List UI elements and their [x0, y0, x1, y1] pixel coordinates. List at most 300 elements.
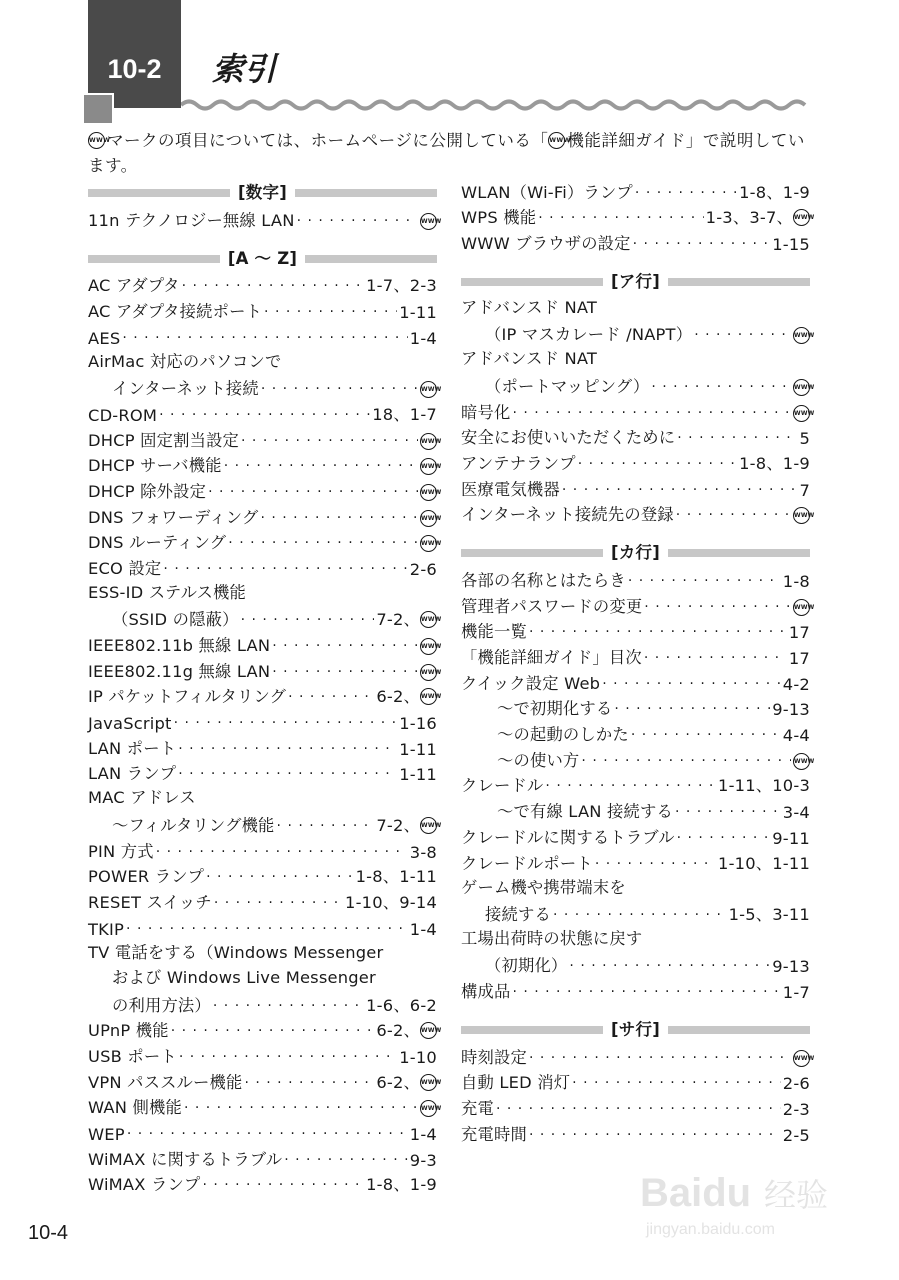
www-icon: WWW [548, 132, 565, 149]
page-numbers: 1-5、3-11 [728, 904, 810, 924]
index-term: 11n テクノロジー無線 LAN [88, 210, 295, 230]
index-term: RESET スイッチ [88, 892, 212, 912]
page-numbers: 1-11 [399, 303, 437, 323]
index-term: TKIP [88, 919, 125, 939]
dot-leader [178, 764, 397, 784]
index-column-left [88, 177, 442, 1195]
index-page-ref [783, 803, 810, 822]
www-icon: WWW [793, 379, 810, 396]
index-page-ref [399, 303, 437, 322]
index-page-ref [793, 506, 815, 525]
index-page-ref [793, 378, 815, 397]
index-entry [88, 810, 442, 836]
index-term: TV 電話をする（Windows Messenger [88, 942, 384, 962]
index-entry [461, 228, 810, 254]
index-term: 〜の使い方 [497, 750, 580, 770]
section-spacer [461, 525, 810, 537]
www-icon: WWW [420, 688, 437, 705]
dot-leader [569, 956, 770, 976]
index-page-ref [410, 1151, 437, 1170]
index-entry [461, 925, 810, 951]
dot-leader [206, 867, 353, 887]
dot-leader [635, 183, 737, 203]
index-term: WLAN（Wi-Fi）ランプ [461, 182, 633, 202]
index-page-ref [793, 752, 815, 771]
page-numbers: 1-4 [409, 1125, 437, 1145]
index-term: AES [88, 328, 121, 348]
dot-leader [261, 379, 418, 399]
index-entry [461, 1042, 815, 1068]
dot-leader [182, 276, 364, 296]
dot-leader [644, 597, 791, 617]
dot-leader [529, 1048, 791, 1068]
index-term: JavaScript [88, 714, 172, 734]
index-page-ref [420, 663, 442, 682]
index-term: WiMAX に関するトラブル [88, 1149, 283, 1169]
dot-leader [184, 1098, 418, 1118]
index-entry [461, 668, 810, 694]
index-page-ref [372, 401, 437, 425]
index-page-ref [366, 992, 437, 1016]
index-page-ref [789, 623, 810, 642]
page-numbers: 5 [799, 429, 810, 449]
dot-leader [244, 1073, 374, 1093]
page-numbers: 7-2、 [376, 815, 420, 835]
index-entry [88, 939, 437, 965]
page-numbers: 1-8 [782, 571, 810, 591]
dot-leader [127, 1124, 408, 1144]
www-icon: WWW [793, 599, 810, 616]
index-page-ref [783, 675, 810, 694]
index-term: クレードル [461, 776, 544, 796]
dot-leader [272, 636, 418, 656]
index-term: 時刻設定 [461, 1047, 527, 1067]
dot-leader [260, 508, 418, 528]
page-numbers: 1-16 [399, 714, 437, 734]
intro-text-part-1: マークの項目については、ホームページに公開している「 [107, 131, 549, 150]
index-entry [88, 1041, 437, 1067]
index-page-ref [420, 432, 442, 451]
dot-leader [581, 751, 791, 771]
index-term: UPnP 機能 [88, 1021, 169, 1041]
index-entry [88, 528, 442, 554]
index-term: （ポートマッピング） [485, 376, 650, 396]
index-page-ref [772, 957, 810, 976]
index-page-ref [420, 1099, 442, 1118]
www-icon: WWW [420, 817, 437, 834]
index-term: MAC アドレス [88, 788, 196, 808]
index-entry [461, 448, 810, 474]
index-term: 〜の起動のしかた [497, 725, 629, 745]
dot-leader [163, 559, 407, 579]
index-page-ref [789, 649, 810, 668]
dot-leader [208, 482, 418, 502]
dot-leader [122, 328, 407, 348]
www-icon: WWW [420, 213, 437, 230]
index-entry [88, 348, 437, 374]
index-section-header [88, 179, 437, 205]
dot-leader [578, 454, 737, 474]
index-page-ref [783, 726, 810, 745]
index-entry [461, 899, 810, 925]
index-page-ref [705, 204, 815, 228]
index-entry [88, 1144, 437, 1170]
index-term: 接続する [485, 904, 551, 924]
index-page-ref [366, 272, 437, 296]
index-term: WWW ブラウザの設定 [461, 234, 631, 254]
index-entry [461, 822, 810, 848]
index-entry [461, 345, 810, 371]
page-numbers: 3-4 [782, 803, 810, 823]
page-numbers: 4-4 [782, 726, 810, 746]
index-term: ゲーム機や携帯端末を [461, 877, 626, 897]
index-term: DHCP 除外設定 [88, 481, 207, 501]
index-term: 構成品 [461, 981, 511, 1001]
www-icon: WWW [793, 209, 810, 226]
dot-leader [214, 893, 343, 913]
index-term: CD-ROM [88, 405, 158, 425]
index-page-ref [739, 450, 810, 474]
section-header-label: [ア行] [603, 272, 668, 291]
index-entry [88, 205, 442, 231]
www-icon: WWW [420, 458, 437, 475]
page-numbers: 4-2 [782, 674, 810, 694]
index-entry [88, 887, 437, 913]
page-numbers: 1-7 [782, 982, 810, 1002]
page-title: 索引 [212, 50, 277, 88]
section-header-label: [数字] [230, 183, 295, 202]
dot-leader [628, 571, 781, 591]
index-term: AC アダプタ接続ポート [88, 302, 263, 322]
index-entry [88, 682, 442, 708]
www-icon: WWW [420, 1100, 437, 1117]
dot-leader [529, 622, 787, 642]
index-entry [461, 500, 815, 526]
index-term: AirMac 対応のパソコンで [88, 351, 282, 371]
dot-leader [297, 211, 418, 231]
page-numbers: 1-6、6-2 [366, 995, 437, 1015]
index-entry [88, 451, 442, 477]
index-term: 機能一覧 [461, 622, 527, 642]
page-numbers: 1-10 [399, 1048, 437, 1067]
dot-leader [529, 1125, 781, 1145]
dot-leader [512, 982, 780, 1002]
index-page-ref [410, 843, 437, 862]
dot-leader [179, 1047, 397, 1067]
index-term: インターネット接続 [112, 379, 259, 399]
dot-leader [677, 428, 797, 448]
index-page-ref [420, 637, 442, 656]
index-entry [461, 1119, 810, 1145]
index-page-ref [410, 1125, 437, 1144]
intro-text [88, 128, 818, 178]
index-term: （初期化） [485, 956, 568, 976]
dot-leader [694, 325, 791, 345]
index-page-ref [410, 329, 437, 348]
www-icon: WWW [420, 664, 437, 681]
page-numbers: 1-10、9-14 [345, 892, 437, 912]
page-numbers: 9-3 [409, 1150, 437, 1170]
index-page-ref [793, 598, 815, 617]
dot-leader [602, 674, 781, 694]
page-numbers: 6-2、 [376, 1072, 420, 1092]
index-entry [88, 784, 437, 810]
dot-leader [228, 533, 418, 553]
page-numbers: 1-15 [772, 235, 810, 255]
index-term: IEEE802.11b 無線 LAN [88, 636, 271, 655]
index-term: WiMAX ランプ [88, 1175, 201, 1195]
page-numbers: 9-11 [772, 828, 810, 848]
dot-leader [512, 403, 791, 423]
page-numbers: 2-6 [409, 559, 437, 579]
index-page-ref [376, 683, 442, 707]
section-tab [88, 0, 181, 108]
www-icon: WWW [420, 381, 437, 398]
index-entry [88, 399, 437, 425]
index-entry [88, 630, 442, 656]
index-term: ECO 設定 [88, 558, 162, 578]
index-term: DHCP サーバ機能 [88, 456, 222, 476]
corner-square-decoration [82, 93, 114, 125]
dot-leader [159, 405, 370, 425]
index-entry [88, 476, 442, 502]
index-entry [88, 707, 437, 733]
index-page-ref [356, 863, 437, 887]
svg-text:Baidu: Baidu [640, 1171, 752, 1215]
index-page-ref [399, 714, 437, 733]
index-term: WEP [88, 1125, 125, 1145]
index-entry [88, 1067, 442, 1093]
page-numbers: 1-11、10-3 [718, 776, 810, 796]
www-icon: WWW [420, 638, 437, 655]
index-section-header [461, 539, 810, 565]
dot-leader [202, 1175, 364, 1195]
page-numbers: 1-4 [409, 919, 437, 939]
index-entry [461, 565, 810, 591]
index-page-ref [772, 700, 810, 719]
index-term: 自動 LED 消灯 [461, 1073, 571, 1093]
index-entry [88, 579, 437, 605]
section-header-label: [A 〜 Z] [220, 249, 305, 268]
wavy-underline [181, 98, 811, 112]
index-page-ref [420, 212, 442, 231]
dot-leader [171, 1021, 375, 1041]
page-numbers: 9-13 [772, 700, 810, 720]
index-term: DHCP 固定割当設定 [88, 430, 240, 450]
index-page-ref [718, 850, 810, 874]
index-section-header [461, 1016, 810, 1042]
index-entry [88, 990, 437, 1016]
index-entry [88, 605, 442, 631]
www-icon: WWW [420, 1074, 437, 1091]
index-page-ref [420, 457, 442, 476]
page-numbers: 17 [788, 649, 810, 668]
index-entry [461, 617, 810, 643]
index-page-ref [376, 1017, 442, 1041]
dot-leader [595, 854, 716, 874]
index-entry [461, 591, 815, 617]
intro-text-part-2: 機能詳細ガイド」で説明しています。 [88, 131, 805, 175]
index-entry [461, 371, 815, 397]
dot-leader [538, 208, 703, 228]
index-term: 各部の名称とはたらき [461, 570, 626, 590]
dot-leader [178, 739, 397, 759]
index-term: および Windows Live Messenger [112, 968, 376, 988]
index-entry [461, 951, 810, 977]
section-header-label: [カ行] [603, 543, 668, 562]
www-icon: WWW [793, 507, 810, 524]
page-numbers: 9-13 [772, 957, 810, 977]
page-numbers: 1-8、1-11 [355, 867, 437, 887]
dot-leader [277, 816, 375, 836]
index-entry [461, 848, 810, 874]
index-entry [461, 1093, 810, 1119]
dot-leader [284, 1150, 408, 1170]
index-page-ref [783, 983, 810, 1002]
index-page-ref [739, 179, 810, 203]
index-entry [461, 320, 815, 346]
dot-leader [614, 699, 770, 719]
index-page-ref [410, 920, 437, 939]
page-numbers: 1-10、1-11 [718, 853, 810, 873]
index-entry [88, 373, 442, 399]
www-icon: WWW [420, 611, 437, 628]
index-page-ref [772, 829, 810, 848]
page-numbers: 6-2、 [376, 687, 420, 707]
dot-leader [272, 662, 418, 682]
index-entry [461, 745, 815, 771]
index-entry [461, 719, 810, 745]
index-term: 医療電気機器 [461, 479, 560, 499]
page-numbers: 2-6 [782, 1074, 810, 1094]
dot-leader [264, 302, 397, 322]
index-entry [88, 1170, 437, 1196]
index-page-ref [793, 326, 815, 345]
index-term: 〜で初期化する [497, 699, 613, 719]
index-section-header [461, 268, 810, 294]
index-term: POWER ランプ [88, 867, 205, 887]
index-page-ref [783, 1074, 810, 1093]
index-page-ref [783, 572, 810, 591]
dot-leader [156, 842, 408, 862]
index-entry [88, 862, 437, 888]
index-page-ref [376, 606, 442, 630]
index-term: （IP マスカレード /NAPT） [485, 325, 693, 345]
index-page-ref [793, 1049, 815, 1068]
index-entry [461, 771, 810, 797]
dot-leader [241, 610, 375, 630]
index-term: VPN パススルー機能 [88, 1072, 243, 1092]
index-page-ref [729, 901, 810, 925]
index-column-right [461, 177, 815, 1145]
index-page-ref [345, 889, 437, 913]
index-page-ref [718, 772, 810, 796]
index-entry [88, 733, 437, 759]
index-entry [461, 423, 810, 449]
page-numbers: 1-4 [409, 328, 437, 348]
index-entry [88, 1093, 442, 1119]
www-icon: WWW [793, 753, 810, 770]
page-numbers: 1-7、2-3 [366, 276, 437, 296]
index-entry [461, 177, 810, 203]
page-numbers: 1-3、3-7、 [705, 208, 793, 228]
dot-leader [675, 802, 781, 822]
index-term: 暗号化 [461, 402, 511, 422]
index-page-ref [410, 560, 437, 579]
www-icon: WWW [420, 433, 437, 450]
index-page-ref [420, 380, 442, 399]
page-numbers: 17 [788, 623, 810, 643]
page-numbers: 2-3 [782, 1100, 810, 1119]
index-term: WPS 機能 [461, 208, 537, 228]
dot-leader [677, 828, 771, 848]
dot-leader [651, 377, 791, 397]
index-term: 「機能詳細ガイド」目次 [461, 648, 642, 667]
index-entry [461, 203, 815, 229]
section-spacer [461, 1002, 810, 1014]
dot-leader [572, 1073, 781, 1093]
index-entry [461, 796, 810, 822]
dot-leader [633, 234, 771, 254]
index-term: 〜で有線 LAN 接続する [497, 802, 673, 822]
index-entry [461, 642, 810, 668]
page-numbers: 1-8、1-9 [739, 182, 810, 202]
index-entry [88, 1118, 437, 1144]
svg-text:jingyan.baidu.com: jingyan.baidu.com [646, 1221, 775, 1238]
index-term: 管理者パスワードの変更 [461, 596, 643, 616]
index-term: 充電時間 [461, 1124, 527, 1144]
dot-leader [631, 725, 781, 745]
index-term: LAN ポート [88, 738, 177, 758]
svg-text:经验: 经验 [764, 1176, 829, 1214]
index-term: PIN 方式 [88, 841, 154, 861]
index-entry [88, 296, 437, 322]
page-numbers: 1-11 [399, 739, 437, 759]
index-page-ref [366, 1171, 437, 1195]
index-entry [88, 1016, 442, 1042]
index-entry [461, 1068, 810, 1094]
index-entry [88, 836, 437, 862]
dot-leader [241, 431, 418, 451]
www-icon: WWW [420, 510, 437, 527]
index-page-ref [420, 483, 442, 502]
index-entry [461, 397, 815, 423]
dot-leader [553, 905, 727, 925]
index-term: 工場出荷時の状態に戻す [461, 928, 643, 948]
index-term: ESS-ID ステルス機能 [88, 582, 247, 602]
index-section-header [88, 245, 437, 271]
index-page-ref [399, 1048, 437, 1067]
index-term: DNS フォワーディング [88, 507, 259, 527]
index-term: USB ポート [88, 1047, 177, 1066]
section-spacer [88, 231, 437, 243]
index-term: 〜フィルタリング機能 [112, 815, 275, 835]
index-page-ref [399, 765, 437, 784]
index-term: クイック設定 Web [461, 673, 601, 693]
index-term: アンテナランプ [461, 453, 576, 473]
index-entry [88, 964, 437, 990]
page-numbers: 18、1-7 [372, 404, 437, 424]
section-spacer [461, 254, 810, 266]
www-icon: WWW [793, 1050, 810, 1067]
index-entry [88, 759, 437, 785]
index-page-ref [772, 235, 810, 254]
page-numbers: 7-2、 [376, 610, 420, 630]
index-term: IP パケットフィルタリング [88, 687, 287, 707]
dot-leader [676, 505, 791, 525]
page-numbers: 1-8、1-9 [739, 453, 810, 473]
www-icon: WWW [420, 1022, 437, 1039]
